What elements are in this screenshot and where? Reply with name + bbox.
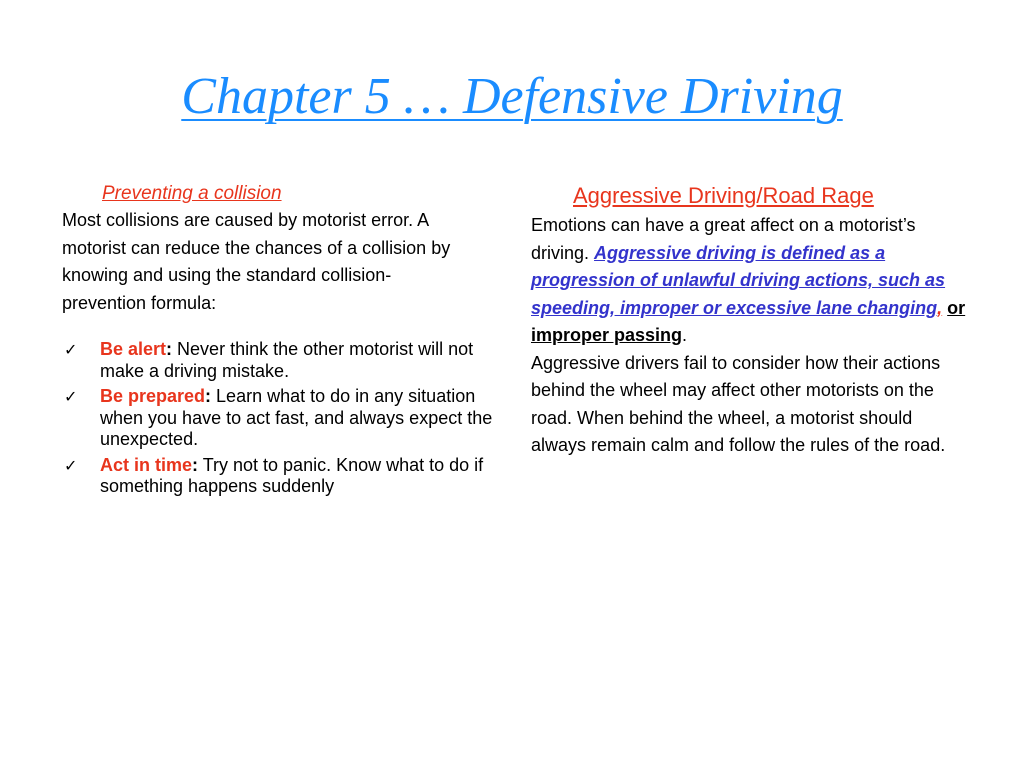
term-act-in-time: Act in time: [100, 454, 193, 475]
item-text-be-prepared: Learn what to do in any situation when you have to act fast, and always expect the unexpected.: [100, 386, 493, 449]
term-colon: :: [205, 386, 212, 406]
left-column: [62, 180, 502, 502]
list-item-be-prepared: [62, 386, 502, 451]
term-colon: :: [192, 454, 199, 475]
definition-period: .: [682, 325, 688, 345]
emotions-intro-text: Emotions can have a great affect on a motorist’s driving.: [531, 215, 916, 263]
list-item-be-alert: [62, 339, 502, 382]
term-be-prepared: Be prepared: [100, 386, 206, 406]
definition-comma: ,: [937, 297, 943, 318]
aggressive-driving-definition: Aggressive driving is defined as a progression of unlawful driving actions, such as speeding, improper or excessive lane changing: [531, 242, 946, 318]
collision-intro-text: Most collisions are caused by motorist error. A motorist can reduce the chances of a collision by knowing and using the standard collision-prevention formula:: [62, 210, 451, 313]
term-colon: :: [166, 339, 173, 359]
list-item-act-in-time: [62, 455, 502, 498]
preventing-collision-heading: Preventing a collision: [102, 183, 282, 204]
aggressive-driving-heading: Aggressive Driving/Road Rage: [573, 183, 874, 208]
aggressive-driving-text: [531, 212, 971, 460]
check-icon: ✓: [64, 340, 78, 359]
item-text-be-alert: Never think the other motorist will not make a driving mistake.: [100, 339, 474, 381]
collision-formula-list: [62, 339, 502, 498]
right-column: [531, 180, 971, 460]
improper-passing-text: or improper passing: [531, 297, 966, 345]
check-icon: ✓: [64, 387, 78, 406]
aggressive-drivers-body-text: Aggressive drivers fail to consider how their actions behind the wheel may affect other motorists on the road. When behind the wheel, a motorist should always remain calm and follow the rules of the road.: [531, 352, 946, 455]
term-be-alert: Be alert: [100, 339, 167, 359]
slide-title: Chapter 5 … Defensive Driving: [181, 68, 843, 125]
check-icon: ✓: [64, 455, 78, 475]
item-text-act-in-time: Try not to panic. Know what to do if something happens suddenly: [100, 454, 484, 496]
